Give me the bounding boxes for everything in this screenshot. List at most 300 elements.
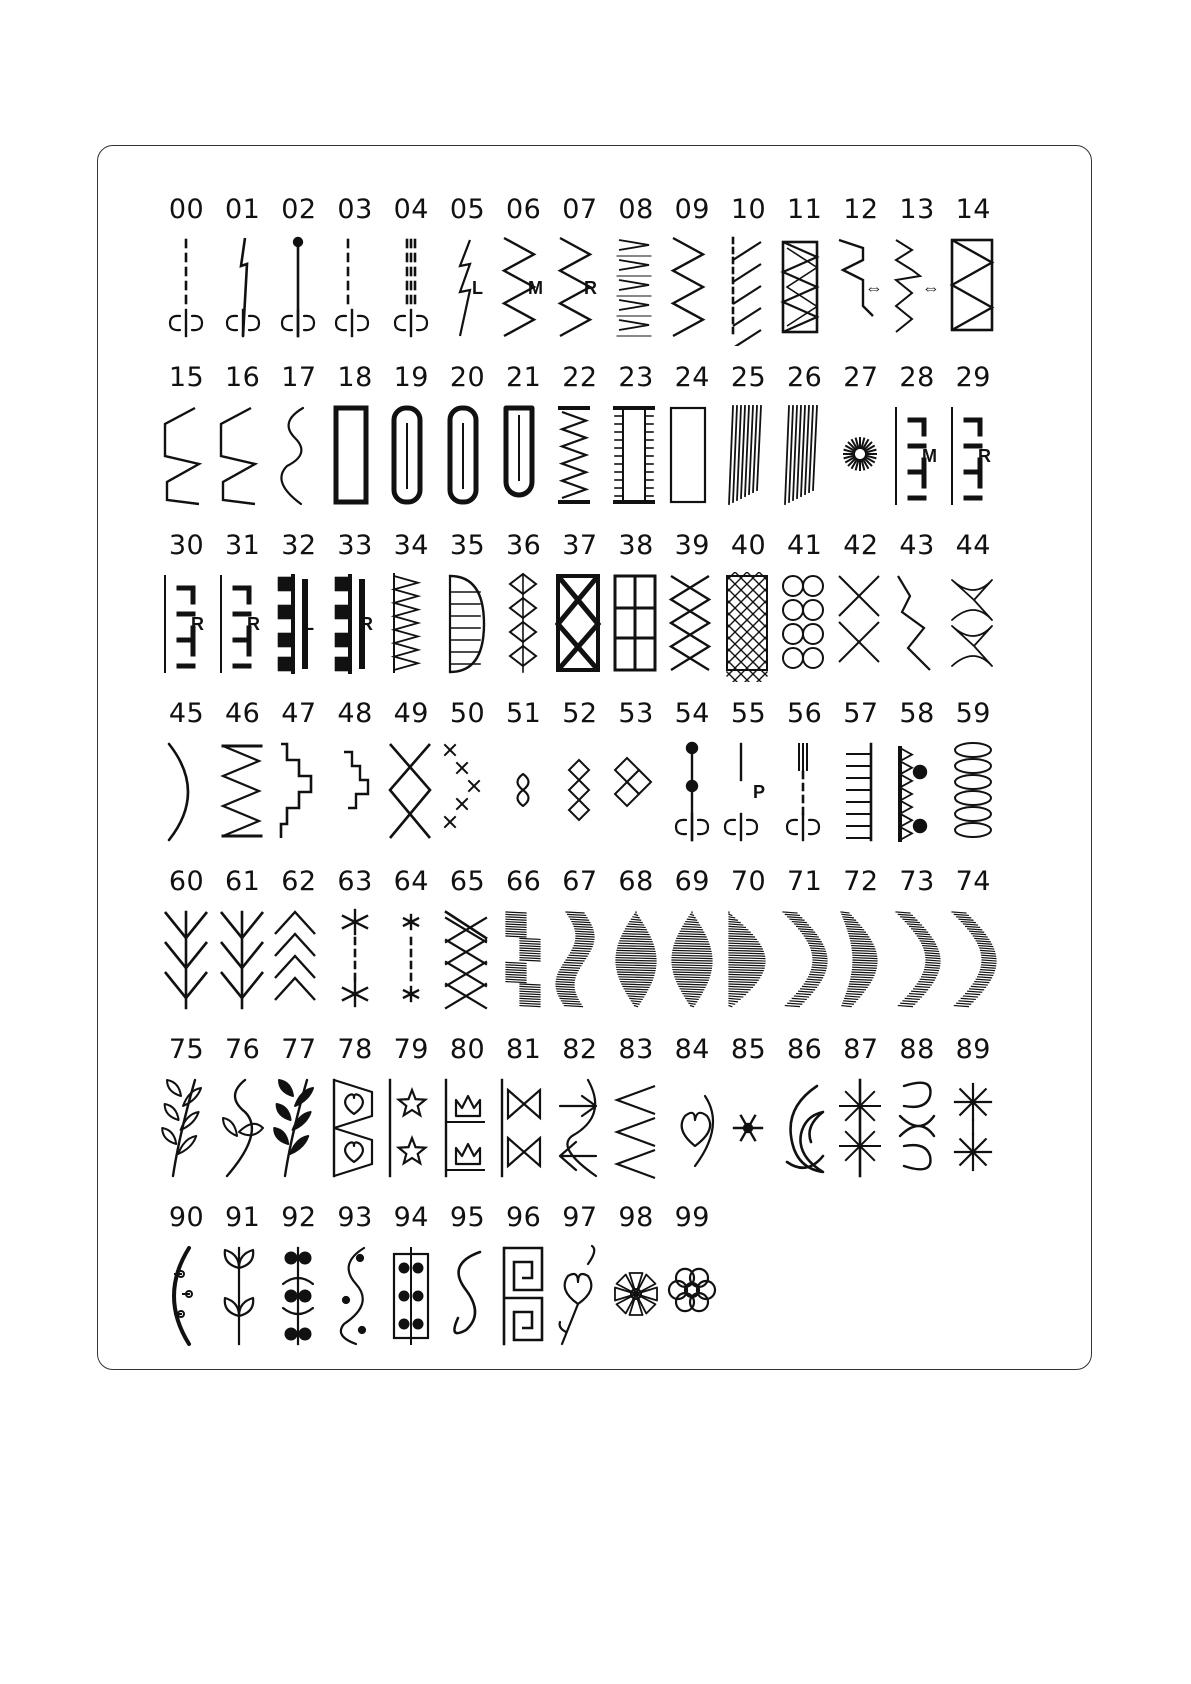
step-chevron-icon [271, 740, 326, 850]
triple-straight-icon [777, 740, 832, 850]
double-star-icon [946, 1076, 1001, 1186]
tulip-frame-icon [440, 1076, 495, 1186]
stitch-cell [439, 698, 496, 858]
stitch-number: 41 [787, 530, 823, 561]
stitch-number: 57 [843, 698, 879, 729]
stitch-cell [945, 698, 1002, 858]
bow-frame-icon [496, 1076, 551, 1186]
satin-crescent-icon [946, 908, 1001, 1018]
dashed-wave-icon [271, 404, 326, 514]
stitch-number: 06 [506, 194, 542, 225]
svg-text:R: R [359, 614, 373, 634]
stitch-cell [832, 194, 889, 354]
stitch-cell [551, 530, 608, 690]
stitch-cell [495, 698, 552, 858]
stitch-number: 84 [674, 1034, 710, 1065]
keyhole-buttonhole-icon [496, 404, 551, 514]
stitch-cell [439, 194, 496, 354]
stitch-cell [720, 530, 777, 690]
stitch-row [158, 194, 1028, 362]
paisley-icon [777, 1076, 832, 1186]
satin-half-oval-icon [721, 908, 776, 1018]
triple-zigzag-icon [777, 236, 832, 346]
stitch-number: 93 [337, 1202, 373, 1233]
stitch-number: 49 [393, 698, 429, 729]
stitch-number: 38 [618, 530, 654, 561]
stretch-stitch-icon [215, 236, 270, 346]
stitch-chart-panel [97, 145, 1092, 1370]
stitch-cell [495, 530, 552, 690]
stitch-cell [158, 362, 215, 522]
stitch-cell [608, 194, 665, 354]
stitch-number: 67 [562, 866, 598, 897]
zigzag-stitch-icon [552, 236, 607, 346]
stretch-buttonhole-icon [552, 404, 607, 514]
stitch-cell [270, 530, 327, 690]
bartack-icon [215, 572, 270, 682]
stitch-cell [158, 194, 215, 354]
arrow-chevron-icon [609, 1076, 664, 1186]
stitch-number: 68 [618, 866, 654, 897]
stitch-number: 60 [168, 866, 205, 897]
stitch-number: 23 [618, 362, 654, 393]
stitch-cell [776, 530, 833, 690]
stitch-cell [551, 1202, 608, 1362]
stitch-number: 59 [955, 698, 991, 729]
stitch-cell [551, 866, 608, 1026]
s-scroll-icon [440, 1244, 495, 1354]
stitch-number: 26 [787, 362, 823, 393]
straight-stitch-icon [721, 740, 776, 850]
stitch-number: 30 [168, 530, 205, 561]
stitch-cell [720, 698, 777, 858]
stitch-number: 63 [337, 866, 373, 897]
stitch-cell [327, 530, 384, 690]
stitch-row [158, 362, 1028, 530]
stitch-cell [608, 530, 665, 690]
heart-frame-icon [328, 1076, 383, 1186]
stitch-cell [664, 530, 721, 690]
stitch-number: 42 [843, 530, 879, 561]
stitch-number: 36 [506, 530, 542, 561]
stitch-cell [945, 194, 1002, 354]
svg-text:R: R [977, 446, 991, 466]
stitch-number: 24 [674, 362, 710, 393]
stitch-number: 33 [337, 530, 373, 561]
stitch-cell [495, 866, 552, 1026]
satin-oval-icon [609, 908, 664, 1018]
stitch-cell [383, 530, 440, 690]
stitch-number: 18 [337, 362, 373, 393]
stitch-number: 13 [899, 194, 935, 225]
stitch-cell [889, 866, 946, 1026]
stitch-cell [495, 1034, 552, 1194]
crescent-dots-icon [159, 1244, 214, 1354]
stitch-number: 40 [730, 530, 767, 561]
svg-text:R: R [584, 278, 598, 298]
locking-stitch-icon [271, 236, 326, 346]
stitch-number: 97 [562, 1202, 598, 1233]
stitch-cell [439, 530, 496, 690]
stitch-cell [664, 1034, 721, 1194]
stitch-number: 95 [449, 1202, 486, 1233]
stitch-number: 12 [843, 194, 879, 225]
feather-stitch-icon [215, 908, 270, 1018]
bold-bartack-icon [328, 572, 383, 682]
stitch-cell [383, 362, 440, 522]
stitch-cell [439, 1034, 496, 1194]
stitch-cell [439, 866, 496, 1026]
small-step-icon [328, 740, 383, 850]
stitch-number: 15 [168, 362, 205, 393]
stitch-number: 72 [843, 866, 879, 897]
stitch-number: 64 [393, 866, 429, 897]
stitch-cell [214, 1202, 271, 1362]
satin-wave-icon [552, 908, 607, 1018]
svg-text:L: L [303, 614, 315, 634]
stitch-cell [383, 698, 440, 858]
stitch-number: 62 [281, 866, 317, 897]
hem-stitch-icon [159, 404, 214, 514]
comb-left-icon [833, 740, 888, 850]
bartack-icon [890, 404, 945, 514]
scroll-knot-icon [890, 1076, 945, 1186]
stitch-cell [270, 698, 327, 858]
asterisk-stitch-icon [328, 908, 383, 1018]
overlock-stitch-icon [946, 236, 1001, 346]
heart-vine-icon [552, 1244, 607, 1354]
stitch-number: 46 [225, 698, 261, 729]
diamond-link-icon [552, 740, 607, 850]
stitch-number: 73 [899, 866, 935, 897]
stitch-cell [214, 866, 271, 1026]
wave-stitch-icon [890, 572, 945, 682]
daisy-flower-icon [665, 1244, 720, 1354]
stitch-number: 03 [337, 194, 373, 225]
stitch-cell [608, 698, 665, 858]
stitch-number: 44 [955, 530, 991, 561]
stitch-number: 56 [787, 698, 823, 729]
stitch-cell [214, 362, 271, 522]
stitch-cell [214, 530, 271, 690]
stitch-number: 19 [393, 362, 429, 393]
stitch-cell [889, 362, 946, 522]
stitch-number: 16 [225, 362, 261, 393]
fringe-dots-icon [890, 740, 945, 850]
stitch-number: 80 [449, 1034, 486, 1065]
stitch-cell [158, 1202, 215, 1362]
smocking-stitch-icon [721, 572, 776, 682]
stitch-number: 37 [562, 530, 598, 561]
stitch-number: 08 [618, 194, 654, 225]
stitch-cell [327, 1034, 384, 1194]
cross-chain-icon [440, 740, 495, 850]
triple-stretch-stitch-icon [384, 236, 439, 346]
stitch-cell [776, 194, 833, 354]
ornament-column-icon [271, 1244, 326, 1354]
greek-key-icon [496, 1244, 551, 1354]
stitch-number: 47 [281, 698, 317, 729]
stitch-cell [720, 362, 777, 522]
stitch-cell [495, 362, 552, 522]
bartack-icon [159, 572, 214, 682]
stitch-cell [608, 866, 665, 1026]
stitch-number: 94 [393, 1202, 429, 1233]
stitch-cell [270, 194, 327, 354]
zigzag-stitch-icon [496, 236, 551, 346]
stitch-cell [551, 1034, 608, 1194]
stitch-number: 27 [843, 362, 879, 393]
stitch-number: 96 [506, 1202, 542, 1233]
stitch-number: 70 [730, 866, 767, 897]
stitch-cell [608, 1034, 665, 1194]
stitch-cell [664, 194, 721, 354]
three-step-zigzag-icon [609, 236, 664, 346]
stitch-number: 69 [674, 866, 710, 897]
stitch-number: 79 [393, 1034, 429, 1065]
stitch-cell [776, 1034, 833, 1194]
stitch-number: 98 [618, 1202, 654, 1233]
stitch-number: 29 [955, 362, 991, 393]
stitch-number: 53 [618, 698, 654, 729]
stitch-number: 00 [168, 194, 205, 225]
stitch-number: 71 [787, 866, 823, 897]
satin-step-icon [496, 908, 551, 1018]
square-buttonhole-icon [328, 404, 383, 514]
straight-center-stitch-icon [159, 236, 214, 346]
stitch-cell [776, 362, 833, 522]
stitch-number: 99 [674, 1202, 710, 1233]
knot-stitch-icon [665, 740, 720, 850]
stitch-cell [608, 1202, 665, 1362]
stitch-number: 74 [955, 866, 991, 897]
stitch-number: 05 [449, 194, 486, 225]
stitch-number: 39 [674, 530, 710, 561]
stitch-number: 87 [843, 1034, 879, 1065]
curl-leaf-icon [215, 1076, 270, 1186]
stitch-number: 91 [225, 1202, 261, 1233]
star-frame-icon [384, 1076, 439, 1186]
stitch-cell [158, 698, 215, 858]
stitch-cell [383, 866, 440, 1026]
stitch-number: 14 [955, 194, 991, 225]
diamond-cluster-icon [609, 740, 664, 850]
svg-text:⇔: ⇔ [865, 278, 884, 298]
hem-stitch-icon [215, 404, 270, 514]
stitch-cell [270, 1034, 327, 1194]
stitch-number: 77 [281, 1034, 317, 1065]
stitch-cell [158, 530, 215, 690]
stitch-cell [327, 362, 384, 522]
stitch-cell [551, 698, 608, 858]
stitch-cell [383, 1034, 440, 1194]
stitch-cell [945, 362, 1002, 522]
stitch-number: 17 [281, 362, 317, 393]
stitch-cell [214, 698, 271, 858]
stitch-number: 11 [787, 194, 823, 225]
stitch-cell [664, 1202, 721, 1362]
herringbone-icon [440, 908, 495, 1018]
stitch-number: 28 [899, 362, 935, 393]
stitch-number: 83 [618, 1034, 654, 1065]
zigzag-bars-icon [215, 740, 270, 850]
floral-column-icon [384, 1244, 439, 1354]
x-stitch-icon [384, 740, 439, 850]
feather-stitch-icon [159, 908, 214, 1018]
stitch-row [158, 530, 1028, 698]
stitch-number: 81 [506, 1034, 542, 1065]
stitch-cell [832, 1034, 889, 1194]
svg-text:R: R [247, 614, 261, 634]
stitch-cell [439, 362, 496, 522]
comb-stitch-icon [440, 572, 495, 682]
stitch-number: 07 [562, 194, 598, 225]
fringe-stitch-icon [384, 572, 439, 682]
snowflake-icon [721, 1076, 776, 1186]
stitch-number: 88 [899, 1034, 935, 1065]
stitch-cell [551, 194, 608, 354]
swirl-vine-icon [328, 1244, 383, 1354]
blind-hem-icon [833, 236, 888, 346]
stitch-number: 78 [337, 1034, 373, 1065]
stitch-cell [270, 362, 327, 522]
stitch-cell [720, 194, 777, 354]
svg-text:⇔: ⇔ [921, 278, 940, 298]
stitch-number: 02 [281, 194, 317, 225]
bartack-icon [946, 404, 1001, 514]
stitch-number: 51 [506, 698, 542, 729]
loop-stitch-icon [946, 740, 1001, 850]
stitch-cell [776, 866, 833, 1026]
stitch-cell [439, 1202, 496, 1362]
stitch-cell [664, 698, 721, 858]
satin-arrow-icon [833, 908, 888, 1018]
stitch-cell [945, 866, 1002, 1026]
satin-oval-icon [665, 908, 720, 1018]
stitch-row [158, 866, 1028, 1034]
stitch-cell [664, 866, 721, 1026]
stitch-number: 45 [168, 698, 205, 729]
arrow-scroll-icon [552, 1076, 607, 1186]
bold-bartack-icon [271, 572, 326, 682]
stitch-cell [832, 362, 889, 522]
stitch-number: 34 [393, 530, 429, 561]
stitch-cell [383, 194, 440, 354]
shell-stitch-icon [946, 572, 1001, 682]
straight-left-stitch-icon [328, 236, 383, 346]
satin-crescent-icon [777, 908, 832, 1018]
solid-leaf-vine-icon [271, 1076, 326, 1186]
satin-crescent-icon [890, 908, 945, 1018]
leaf-vine-icon [159, 1076, 214, 1186]
stitch-number: 65 [449, 866, 486, 897]
stitch-number: 55 [730, 698, 767, 729]
stitch-number: 09 [674, 194, 710, 225]
svg-text:M: M [921, 446, 937, 466]
small-figure8-icon [496, 740, 551, 850]
stitch-number: 54 [674, 698, 710, 729]
stitch-cell [270, 1202, 327, 1362]
stitch-number: 31 [225, 530, 261, 561]
svg-text:L: L [472, 278, 483, 298]
stitch-cell [720, 866, 777, 1026]
stitch-number: 89 [955, 1034, 991, 1065]
stitch-number: 01 [225, 194, 261, 225]
stitch-number: 04 [393, 194, 429, 225]
stitch-cell [608, 362, 665, 522]
cross-stitch-icon [833, 572, 888, 682]
darning-stitch-icon [777, 404, 832, 514]
diamond-chain-icon [496, 572, 551, 682]
bound-buttonhole-icon [665, 404, 720, 514]
stitch-number: 43 [899, 530, 935, 561]
small-asterisk-icon [384, 908, 439, 1018]
stitch-cell [889, 698, 946, 858]
stitch-number: 58 [899, 698, 935, 729]
stitch-cell [832, 866, 889, 1026]
stitch-cell [383, 1202, 440, 1362]
stitch-number: 25 [730, 362, 767, 393]
stitch-cell [214, 1034, 271, 1194]
stitch-number: 50 [449, 698, 486, 729]
lightning-stitch-icon [440, 236, 495, 346]
stitch-cell [889, 530, 946, 690]
svg-text:R: R [191, 614, 204, 634]
round-buttonhole-icon [440, 404, 495, 514]
stitch-cell [327, 698, 384, 858]
stitch-number: 61 [225, 866, 261, 897]
stitch-cell [945, 1034, 1002, 1194]
stitch-number: 48 [337, 698, 373, 729]
stitch-number: 75 [168, 1034, 205, 1065]
stitch-number: 52 [562, 698, 598, 729]
stretch-blind-hem-icon [890, 236, 945, 346]
stitch-cell [214, 194, 271, 354]
heirloom-buttonhole-icon [609, 404, 664, 514]
stitch-number: 66 [506, 866, 542, 897]
bold-diamond-icon [552, 572, 607, 682]
stitch-cell [664, 362, 721, 522]
heart-swirl-icon [665, 1076, 720, 1186]
stitch-cell [832, 530, 889, 690]
stitch-cell [776, 698, 833, 858]
stitch-number: 86 [787, 1034, 823, 1065]
stitch-cell [270, 866, 327, 1026]
stitch-number: 22 [562, 362, 598, 393]
stitch-cell [327, 194, 384, 354]
stitch-cell [495, 1202, 552, 1362]
stitch-cell [327, 1202, 384, 1362]
stitch-cell [495, 194, 552, 354]
stitch-number: 32 [281, 530, 317, 561]
darning-stitch-icon [721, 404, 776, 514]
honeycomb-stitch-icon [777, 572, 832, 682]
stitch-cell [158, 866, 215, 1026]
stitch-number: 92 [281, 1202, 317, 1233]
stitch-cell [889, 1034, 946, 1194]
leaf-pair-icon [215, 1244, 270, 1354]
stitch-cell [720, 1034, 777, 1194]
stitch-cell [327, 866, 384, 1026]
stitch-row [158, 1202, 1028, 1370]
stitch-number: 35 [449, 530, 486, 561]
stitch-number: 90 [168, 1202, 205, 1233]
stitch-cell [832, 698, 889, 858]
stitch-cell [551, 362, 608, 522]
stitch-number: 82 [562, 1034, 598, 1065]
stitch-number: 21 [506, 362, 542, 393]
ladder-stitch-icon [609, 572, 664, 682]
